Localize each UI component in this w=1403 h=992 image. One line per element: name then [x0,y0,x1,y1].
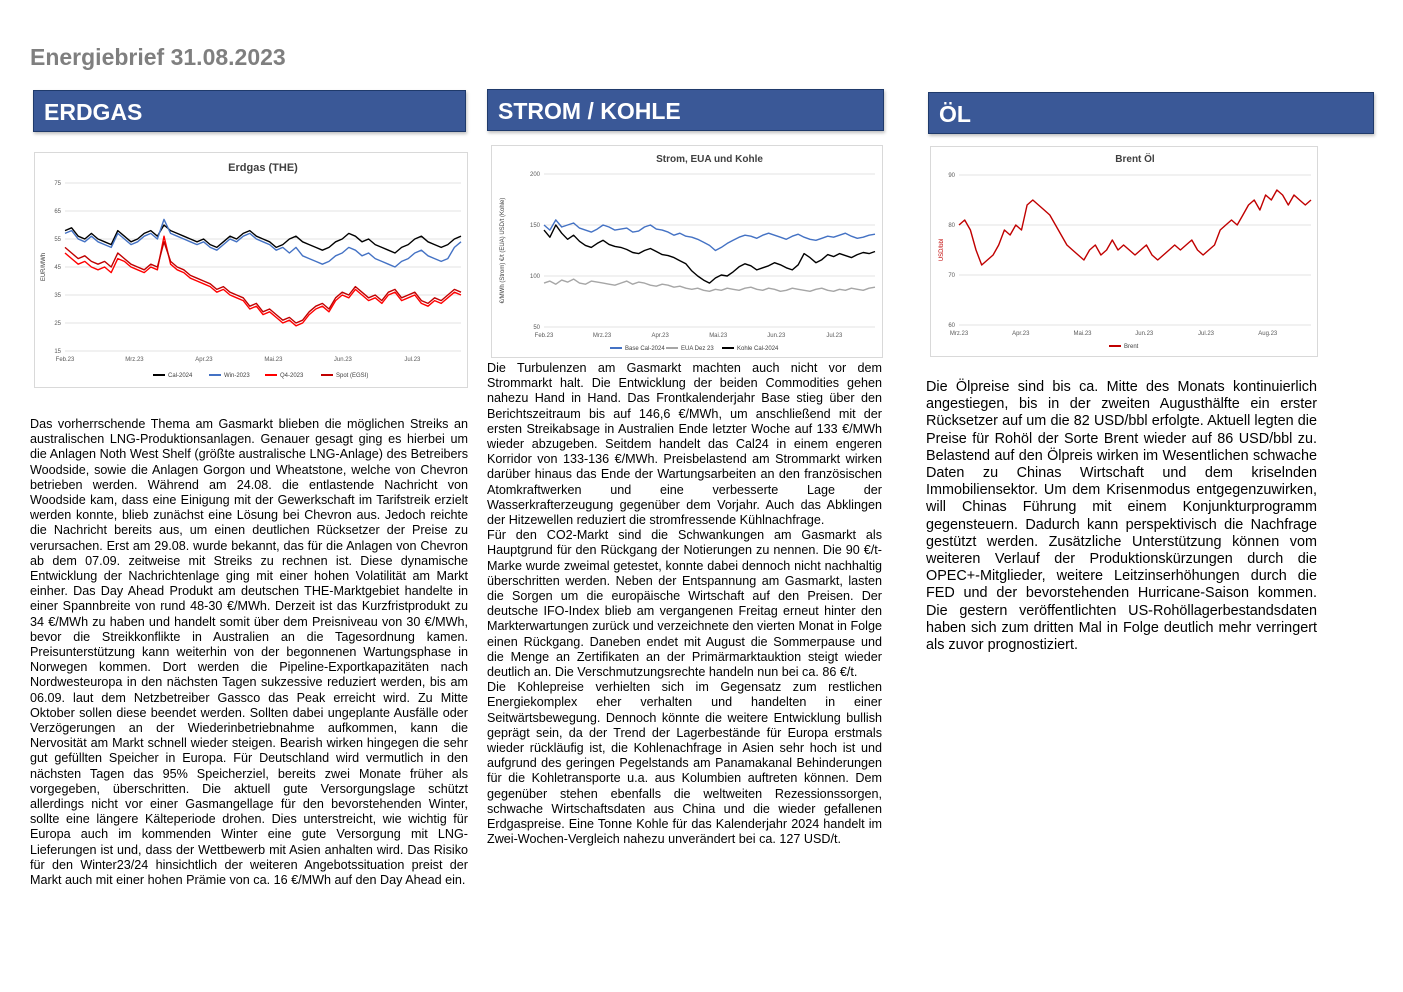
x-tick-label: Aug.23 [1258,331,1278,337]
x-tick-label: Mrz.23 [592,333,612,339]
x-tick-label: Jul.23 [404,357,421,363]
legend-label: Q4-2023 [280,373,304,379]
power-paragraph-1: Die Turbulenzen am Gasmarkt machten auch nicht vor dem Strommarkt halt. Die Entwicklung der beiden Commodities gehen nahezu Hand in Hand. Das Frontkalenderjahr Base stieg über den Berichtszeitraum bis auf 146,6 €/MWh, um anschließend mit der ersten Streikabsage in Australien Ende letzter Woche auf 133 €/MWh wieder abzugeben. Seitdem handelt das Cal24 in einem engeren Korridor von 133-136 €/MWh. Preisbelastend am Strommarkt wirken darüber hinaus das Ende der Wartungsarbeiten an den französischen Atomkraftwerken und eine verbesserte Lage der Wasserkrafterzeugung gegenüber dem Vorjahr. Auch das Abklingen der Hitzewellen reduziert die stromfressende Kühlnachfrage. [487,361,882,528]
power-paragraph-2: Für den CO2-Markt sind die Schwankungen am Gasmarkt als Hauptgrund für den Rückgang der Notierungen zu nennen. Die 90 €/t-Marke wurde zweimal getestet, konnte dabei dennoch nicht nachhaltig überschritten werden. Neben der Entspannung am Gasmarkt, lasten die Sorgen um die europäische Wirtschaft auf den Preisen. Der deutsche IFO-Index blieb am vergangenen Freitag erneut hinter den Markterwartungen zurück und verzeichnete den vierten Monat in Folge einen Rückgang. Daneben endet mit August die Sommerpause und die Menge an Zertifikaten an der Primärmarktauktion steigt wieder deutlich an. Die Verschmutzungsrechte handeln nun bei ca. 86 €/t. [487,528,882,680]
x-tick-label: Apr.23 [195,357,213,363]
x-tick-label: Mai.23 [1073,331,1092,337]
y-tick-label: 150 [529,223,540,229]
x-tick-label: Jun.23 [767,333,786,339]
y-tick-label: 200 [529,172,540,178]
y-tick-label: 80 [948,223,955,229]
y-axis-label: EUR/MWh [41,252,47,282]
power-article [487,361,882,848]
power-paragraph-3: Die Kohlepreise verhielten sich im Gegensatz zum restlichen Energiekomplex eher verhalten und handelten in einer Seitwärtsbewegung. Dennoch könnte die weitere Entwicklung bullish geprägt sein, da der Trend der Lagerbestände für Europa erstmals wieder rückläufig ist, die Kohlenachfrage in Asien sehr hoch ist und aufgrund des geringen Pegelstands am Panamakanal Behinderungen für die Kohletransporte u.a. aus Kolumbien auftreten können. Dem gegenüber stehen ebenfalls die weltweiten Rezessionssorgen, schwache Wirtschaftsdaten aus China und die wieder gefallenen Erdgaspreise. Eine Tonne Kohle für das Kalenderjahr 2024 handelt im Zwei-Wochen-Vergleich nahezu unverändert bei ca. 127 USD/t. [487,680,882,847]
power-chart-svg [492,146,882,357]
series-line [959,190,1311,265]
chart-title: Brent Öl [1115,154,1155,165]
legend-label: Kohle Cal-2024 [737,346,779,352]
y-axis-label: €/MWh (Strom) €/t (EUA) USD/t (Kohle) [500,197,506,304]
power-chart [491,145,883,358]
chart-title: Strom, EUA und Kohle [656,154,763,165]
section-heading-gas: ERDGAS [33,90,466,132]
oil-paragraph: Die Ölpreise sind bis ca. Mitte des Monats kontinuierlich angestiegen, bis in der zweiten Augusthälfte ein erster Rücksetzer auf um die 82 USD/bbl erfolgte. Aktuell legten die Preise für Rohöl der Sorte Brent wieder auf 86 USD/bbl zu. Belastend auf den Ölpreis wirken im Wesentlichen schwache Daten zu Chinas Wirtschaft und dem kriselnden Immobiliensektor. Um dem Krisenmodus entgegenzuwirken, will Chinas Führung mit einem Konjunkturprogramm gegensteuern. Dadurch kann perspektivisch die Nachfrage gestützt werden. Zusätzliche Unterstützung können vom weiteren Verlauf der Produktionskürzungen durch die OPEC+-Mitglieder, weitere Leitzinserhöhungen durch die FED und der bevorstehenden Hurricane-Saison kommen. Die gestern veröffentlichten US-Rohöllagerbestandsdaten haben sich zum dritten Mal in Folge deutlich mehr verringert als zuvor prognostiziert. [926,379,1317,654]
brent-chart [930,146,1318,357]
y-tick-label: 25 [54,321,61,327]
legend-label: Win-2023 [224,373,250,379]
y-tick-label: 50 [533,325,540,331]
x-tick-label: Feb.23 [55,357,75,363]
section-heading-power: STROM / KOHLE [487,89,884,131]
x-tick-label: Feb.23 [534,333,554,339]
y-tick-label: 15 [54,349,61,355]
document-title: Energiebrief 31.08.2023 [30,44,286,70]
y-tick-label: 35 [54,293,61,299]
y-tick-label: 90 [948,173,955,179]
x-tick-label: Mai.23 [264,357,283,363]
series-line [65,219,461,267]
legend-label: Base Cal-2024 [625,346,665,352]
x-tick-label: Mai.23 [709,333,728,339]
x-tick-label: Jul.23 [826,333,843,339]
y-tick-label: 60 [948,323,955,329]
y-tick-label: 45 [54,265,61,271]
gas-article [30,417,468,888]
y-tick-label: 100 [529,274,540,280]
legend-label: Spot (EGSI) [336,373,369,379]
x-tick-label: Jun.23 [333,357,352,363]
section-heading-oil: ÖL [928,92,1374,134]
x-tick-label: Apr.23 [651,333,669,339]
x-tick-label: Mrz.23 [949,331,969,337]
y-tick-label: 75 [54,181,61,187]
legend-label: Brent [1124,344,1139,350]
gas-paragraph: Das vorherrschende Thema am Gasmarkt blieben die möglichen Streiks an australischen LNG-Produktionsanlagen. Genauer gesagt ging es hierbei um die Anlagen Noth West Shelf (größte australische LNG-Anlage) des Betreibers Woodside, sowie die Anlagen Gorgon und Wheatstone, welche von Chevron betrieben werden. Während am 24.08. die entlastende Nachricht von Woodside kam, dass eine Einigung mit der Gewerkschaft im Tarifstreik erzielt werden konnte, blieb zunächst eine Lösung bei Chevron aus. Jedoch reichte die Nachricht bereits aus, um einen deutlichen Rücksetzer der Preise zu verursachen. Erst am 29.08. wurde bekannt, das für die Anlagen von Chevron ab dem 07.09. zeitweise mit Streiks zu rechnen ist. Diese dynamische Entwicklung der Nachrichtenlage ging mit einer hohen Volatilität am Markt einher. Das Day Ahead Produkt am deutschen THE-Marktgebiet handelte in einer Spannbreite von rund 48-30 €/MWh. Derzeit ist das Kurzfristprodukt zu 34 €/MWh zu haben und handelt somit über dem Preisniveau von 30 €/MWh, bevor die Streikkonflikte in Australien an die Tagesordnung kamen. Preisunterstützung kann weiterhin von der begonnenen Wartungsphase in Norwegen kommen. Dort werden die Pipeline-Exportkapazitäten nach Nordwesteuropa in den nächsten Tagen sukzessive reduziert werden, bis am 06.09. laut dem Netzbetreiber Gassco das Peak erreicht wird. Zu Mitte Oktober sollen diese beendet werden. Sollten dabei ungeplante Ausfälle oder Verzögerungen an der Wiederinbetriebnahme aufkommen, kann die Nervosität am Markt schnell wieder steigen. Bearish wirken hingegen die sehr gut gefüllten Speicher in Europa. Für Deutschland wird vermutlich in den nächsten Tagen das 95% Speicherziel, bereits zwei Monate früher als vorgegeben, überschritten. Die aktuell gute Versorgungslage schützt allerdings nicht vor einer Gasmangellage für den bevorstehenden Winter, sollte eine längere Kälteperiode drohen. Dies unterstreicht, wie wichtig für Europa auch im kommenden Winter eine gute Versorgung mit LNG-Lieferungen ist und, dass der Wettbewerb mit Asien anhalten wird. Das Risiko für den Winter23/24 hinsichtlich der weiteren Angebotssituation preist der Markt auch mit einer hohen Prämie von ca. 16 €/MWh auf den Day Ahead ein. [30,417,468,888]
chart-title: Erdgas (THE) [228,162,298,174]
series-line [544,279,875,291]
x-tick-label: Jun.23 [1135,331,1154,337]
x-tick-label: Apr.23 [1012,331,1030,337]
gas-chart [34,152,468,388]
oil-article [926,379,1317,654]
y-tick-label: 65 [54,209,61,215]
y-tick-label: 70 [948,273,955,279]
series-line [544,225,875,283]
x-tick-label: Mrz.23 [125,357,144,363]
brent-chart-svg [931,147,1317,356]
x-tick-label: Jul.23 [1198,331,1215,337]
y-axis-label: USD/bbl [939,238,945,262]
gas-chart-svg [35,153,467,387]
legend-label: EUA Dez 23 [681,346,714,352]
series-line [65,242,461,323]
legend-label: Cal-2024 [168,373,193,379]
y-tick-label: 55 [54,237,61,243]
